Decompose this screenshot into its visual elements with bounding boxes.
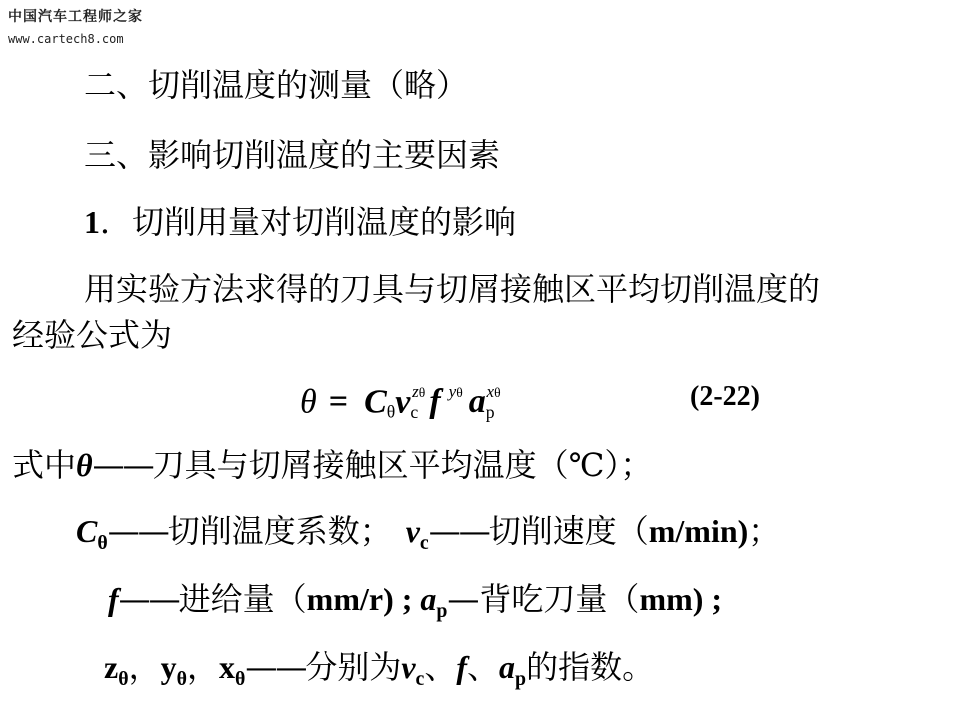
- separator-pause: 、: [467, 648, 500, 686]
- heading-factors: [84, 136, 500, 174]
- formula-velocity-subscript: c: [410, 401, 419, 422]
- symbol-depth-subscript: p: [436, 599, 448, 622]
- formula-theta: θ: [300, 383, 317, 421]
- symbol-velocity: v: [405, 513, 420, 549]
- paragraph-line-1: [84, 270, 820, 308]
- separator-pause: 、: [424, 648, 457, 686]
- paragraph-line-2: [12, 316, 172, 354]
- symbol-feed: f: [456, 649, 468, 685]
- symbol-coefficient-subscript: θ: [97, 531, 108, 554]
- symbol-x: x: [218, 649, 235, 685]
- heading-measurement-text: 二、切削温度的测量（略）: [84, 66, 469, 104]
- formula-feed-exponent: yθ: [448, 382, 463, 401]
- symbol-velocity-subscript: c: [419, 531, 429, 554]
- equation-number: (2-22): [690, 381, 760, 412]
- separator-comma: ，: [186, 648, 219, 686]
- definition-separator: ；: [748, 512, 781, 550]
- formula-coefficient: C: [364, 383, 387, 421]
- symbol-velocity-subscript: c: [415, 667, 425, 690]
- empirical-formula: [300, 372, 501, 432]
- paragraph-line-2-text: 经验公式为: [12, 316, 173, 354]
- paragraph-line-1-text: 用实验方法求得的刀具与切屑接触区平均切削温度的: [84, 270, 821, 308]
- watermark-url: www.cartech8.com: [8, 32, 124, 46]
- definition-dash: ——: [107, 512, 168, 550]
- definition-feed-text: 进给量（: [178, 580, 307, 618]
- definition-dash: ——: [92, 446, 153, 484]
- definition-coefficient-text: 切削温度系数；: [167, 512, 392, 550]
- symbol-feed: f: [108, 581, 119, 617]
- symbol-velocity: v: [401, 649, 416, 685]
- separator-comma: ，: [128, 648, 161, 686]
- definition-dash: ——: [245, 648, 306, 686]
- heading-measurement: [84, 66, 468, 104]
- formula-depth: a: [468, 383, 486, 421]
- symbol-x-subscript: θ: [234, 667, 246, 690]
- symbol-depth: a: [420, 581, 437, 617]
- subheading-text: ．切削用量对切削温度的影响: [100, 203, 517, 241]
- definition-theta: [12, 446, 652, 484]
- symbol-z: z: [104, 649, 119, 685]
- feed-unit: mm/r) ;: [306, 581, 421, 617]
- subheading-cutting-parameters: [84, 203, 516, 241]
- symbol-coefficient: C: [76, 513, 98, 549]
- definition-depth-text: 背吃刀量（: [479, 580, 640, 618]
- formula-velocity-exponent: zθ: [412, 382, 426, 401]
- definition-theta-text: 刀具与切屑接触区平均温度（℃）；: [152, 446, 653, 484]
- definition-exponents-end: 的指数。: [526, 648, 655, 686]
- formula-depth-exponent: xθ: [486, 382, 501, 401]
- symbol-theta: θ: [76, 447, 93, 483]
- subheading-number: 1: [84, 204, 100, 240]
- symbol-y-subscript: θ: [176, 667, 187, 690]
- heading-factors-text: 三、影响切削温度的主要因素: [84, 136, 501, 174]
- velocity-unit: m/min): [648, 513, 749, 549]
- definition-feed-depth: [108, 580, 722, 630]
- definition-exponents: [104, 648, 654, 698]
- watermark-site-name: 中国汽车工程师之家: [8, 9, 143, 25]
- definition-exponents-text: 分别为: [305, 648, 402, 686]
- symbol-z-subscript: θ: [118, 667, 129, 690]
- formula-equals: =: [328, 383, 349, 421]
- formula-feed: f: [429, 383, 441, 421]
- formula-coefficient-subscript: θ: [386, 401, 396, 422]
- definition-coefficient-velocity: [76, 512, 780, 562]
- definition-velocity-text: 切削速度（: [488, 512, 649, 550]
- definition-prefix: 式中: [12, 446, 77, 484]
- symbol-depth-subscript: p: [515, 667, 527, 690]
- definition-dash: ——: [118, 580, 179, 618]
- depth-unit: mm) ;: [639, 581, 723, 617]
- formula-depth-subscript: p: [485, 401, 495, 422]
- definition-dash: ——: [428, 512, 489, 550]
- symbol-depth: a: [499, 649, 516, 685]
- formula-velocity: v: [395, 383, 411, 421]
- definition-dash: —: [447, 580, 480, 618]
- symbol-y: y: [160, 649, 177, 685]
